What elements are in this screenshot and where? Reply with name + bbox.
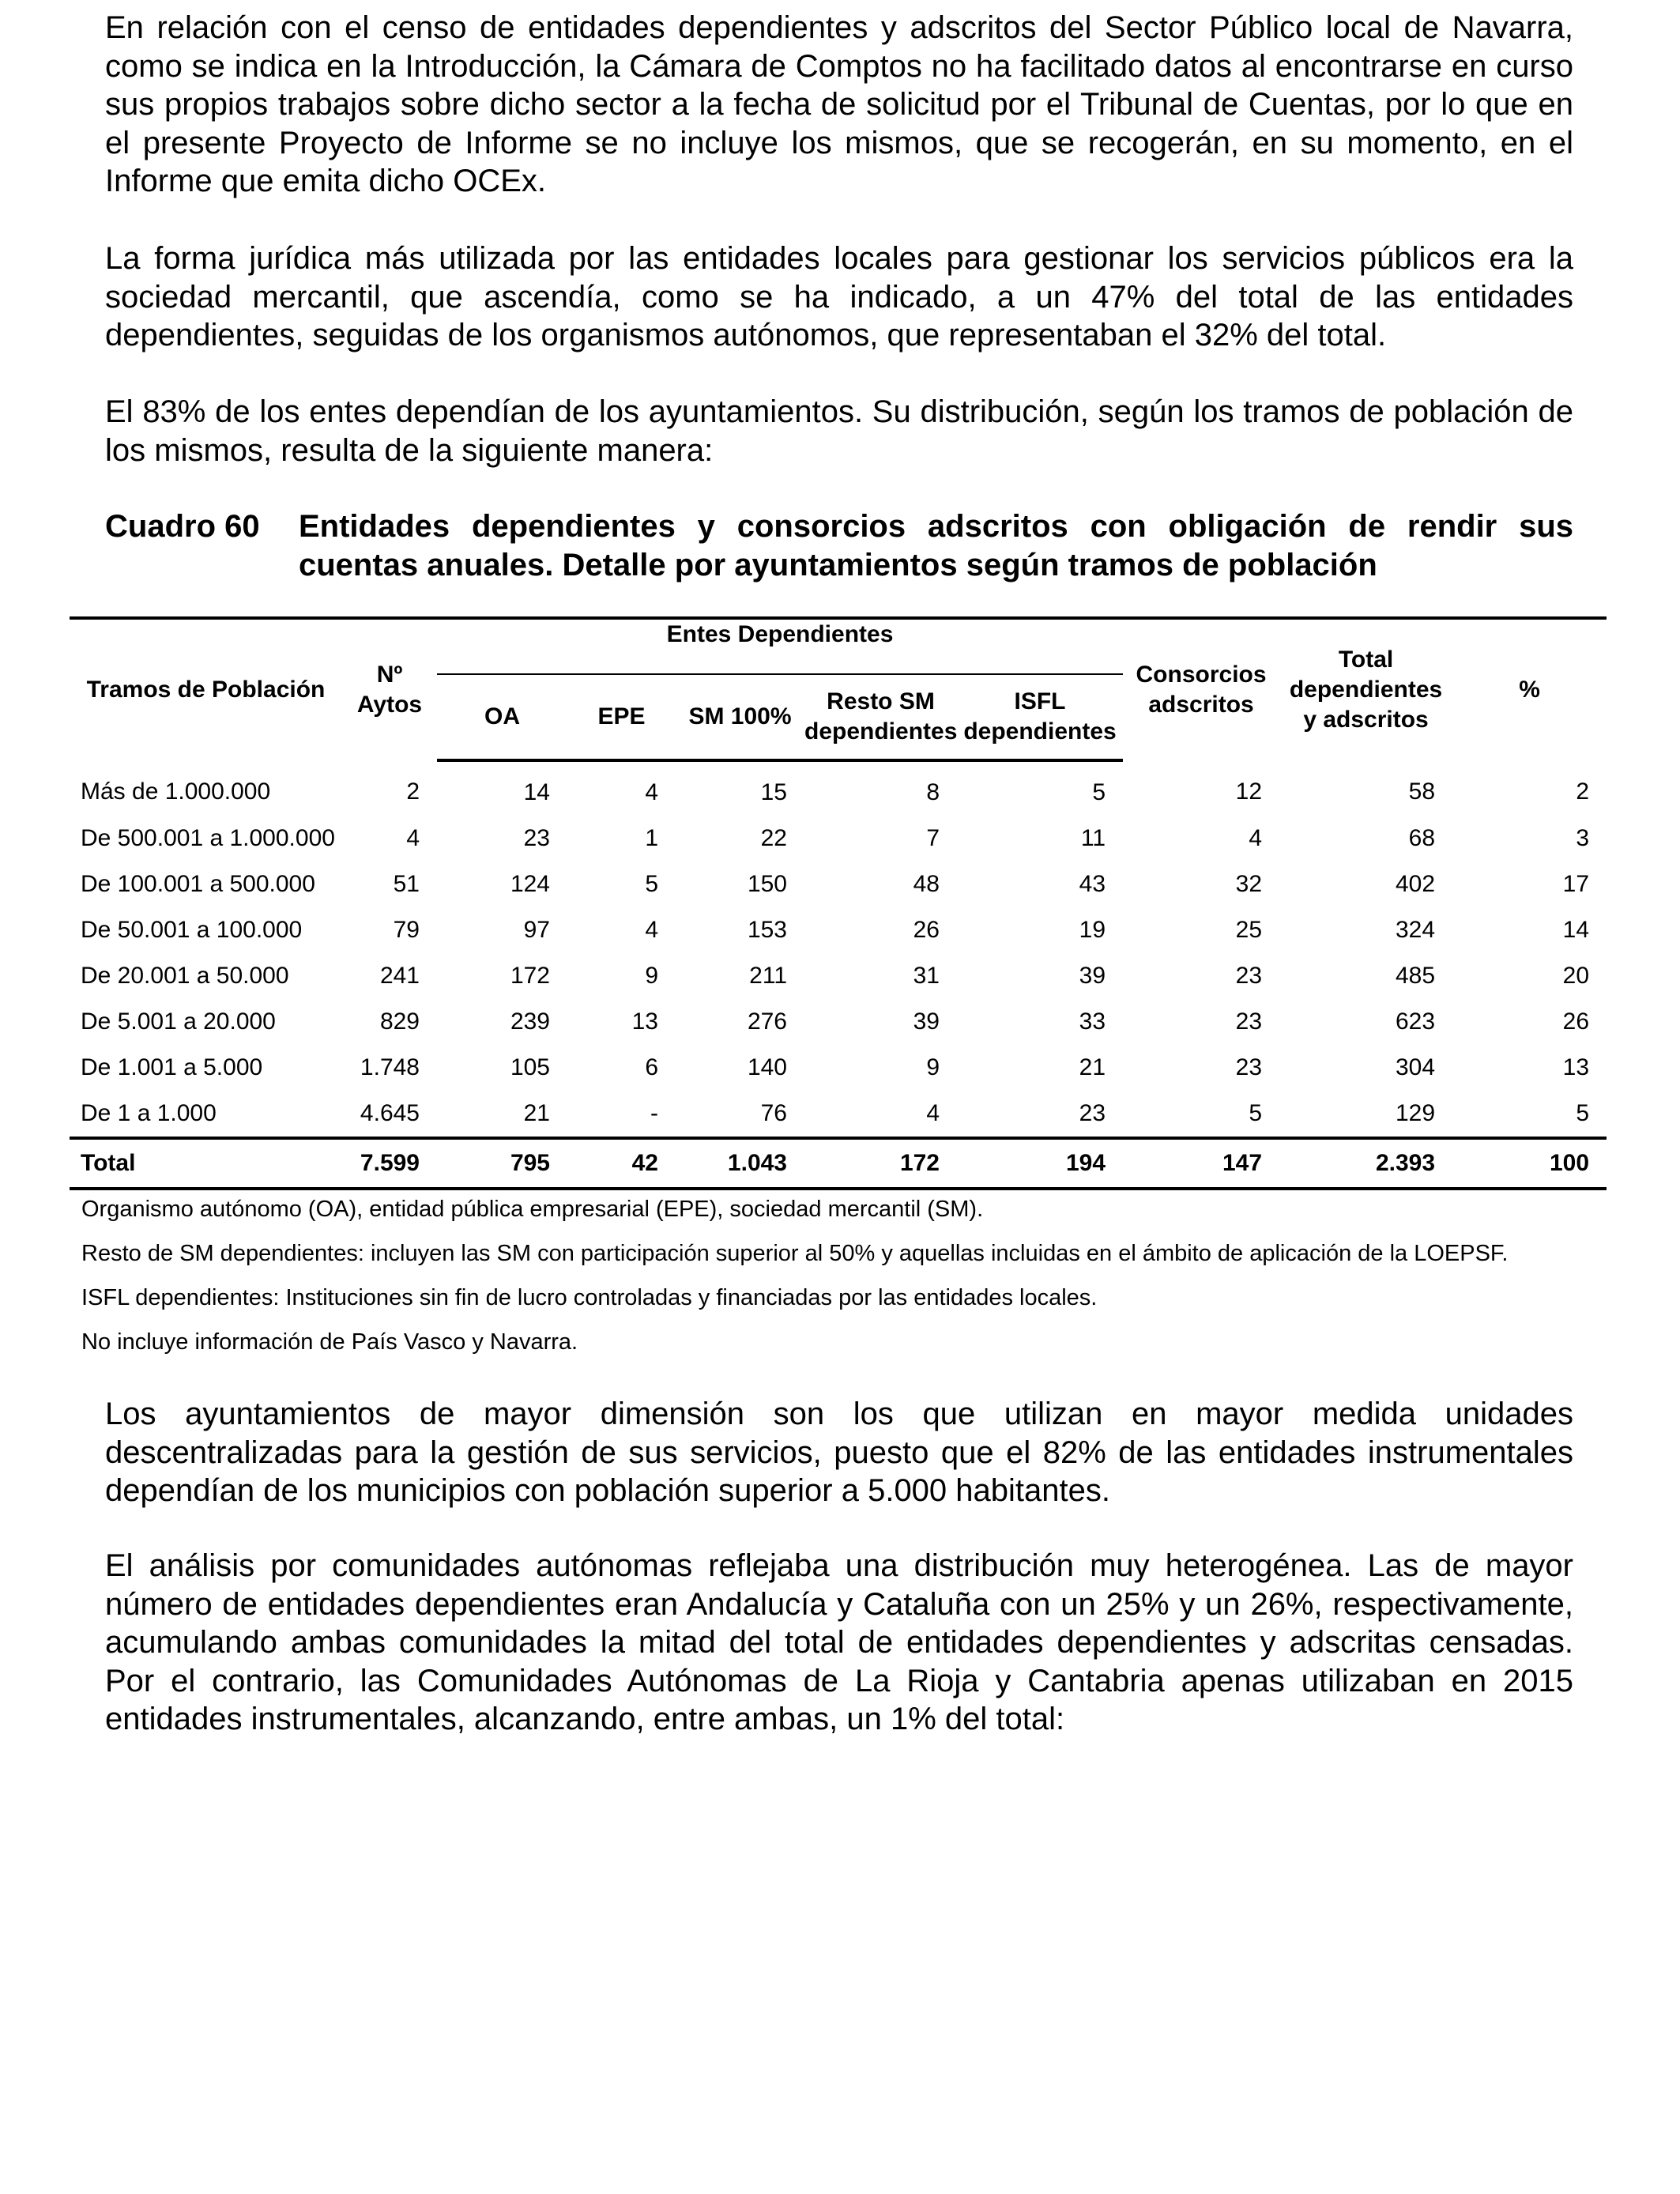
- paragraph-mayor-dimension: Los ayuntamientos de mayor dimensión son los que utilizan en mayor medida unidades descentralizadas para la gestión de sus servicios, puesto que el 82% de las entidades instrumentales dependían de los municipios con población superior a 5.000 habitantes.: [105, 1397, 1573, 1508]
- header-n-aytos: Nº Aytos: [342, 618, 437, 760]
- cell-pct: 100: [1452, 1138, 1607, 1189]
- table-row: [70, 953, 1607, 999]
- paragraph-forma-juridica: La forma jurídica más utilizada por las entidades locales para gestionar los servicios públicos era la sociedad mercantil, que ascendía, como se ha indicado, a un 47% del total de las entidades dependientes, seguidas de los organismos autónomos, que representaban el 32% del total.: [105, 241, 1573, 352]
- cell-sm100: 76: [760, 1100, 787, 1126]
- header-total: Total dependientes y adscritos: [1279, 618, 1452, 760]
- table-row: [70, 907, 1607, 953]
- cell-total: 623: [1395, 1008, 1436, 1035]
- table-row: [70, 1091, 1607, 1138]
- table-total-row: [70, 1138, 1607, 1189]
- paragraph-ayuntamientos: El 83% de los entes dependían de los ayuntamientos. Su distribución, según los tramos de población de los mismos, resulta de la siguiente manera:: [105, 394, 1573, 468]
- table-row: [70, 816, 1607, 861]
- cell-pct: 17: [1562, 871, 1590, 897]
- cell-total: 129: [1395, 1100, 1436, 1126]
- cell-pct: 2: [1576, 778, 1590, 805]
- cell-sm100: 153: [747, 917, 787, 943]
- cell-sm100: 15: [760, 779, 787, 805]
- header-entes-dependientes: Entes Dependientes: [437, 618, 1123, 674]
- cell-aytos: 4: [406, 825, 420, 851]
- cell-oa: 21: [523, 1100, 550, 1126]
- cell-resto: 172: [804, 1138, 957, 1189]
- cell-oa: 124: [510, 871, 550, 897]
- cell-sm100: 22: [760, 825, 787, 851]
- table-row: [70, 760, 1607, 816]
- cell-oa: 795: [437, 1138, 567, 1189]
- cell-aytos: 1.748: [360, 1054, 420, 1080]
- header-pct: %: [1452, 618, 1607, 760]
- cell-isfl: 23: [1079, 1100, 1106, 1126]
- table-note: No incluye información de País Vasco y Navarra.: [81, 1329, 578, 1355]
- cell-consorcios: 147: [1123, 1138, 1279, 1189]
- header-tramos: Tramos de Población: [70, 618, 342, 760]
- table-caption: [105, 507, 1573, 585]
- cell-resto: 9: [926, 1054, 940, 1080]
- cell-total: 2.393: [1279, 1138, 1452, 1189]
- cell-total: 304: [1395, 1054, 1436, 1080]
- cell-aytos: 829: [379, 1008, 420, 1035]
- cell-tramo: De 5.001 a 20.000: [81, 1008, 276, 1035]
- cell-consorcios: 32: [1235, 871, 1263, 897]
- cell-aytos: 2: [406, 778, 420, 805]
- cell-tramo: De 1.001 a 5.000: [81, 1054, 263, 1080]
- cell-sm100: 276: [747, 1008, 787, 1035]
- cell-isfl: 21: [1079, 1054, 1106, 1080]
- cell-consorcios: 23: [1235, 1008, 1263, 1035]
- cell-aytos: 241: [379, 963, 420, 989]
- cell-epe: 13: [631, 1008, 658, 1035]
- cell-total: 402: [1395, 871, 1436, 897]
- header-consorcios: Consorcios adscritos: [1123, 618, 1279, 760]
- cell-pct: 5: [1576, 1100, 1590, 1126]
- cell-tramo: De 1 a 1.000: [81, 1100, 217, 1126]
- cell-resto: 48: [913, 871, 940, 897]
- cell-pct: 20: [1562, 963, 1590, 989]
- cell-isfl: 43: [1079, 871, 1106, 897]
- cell-epe: 5: [645, 871, 658, 897]
- cell-resto: 31: [913, 963, 940, 989]
- cell-isfl: 39: [1079, 963, 1106, 989]
- table-caption-title: Entidades dependientes y consorcios adscritos con obligación de rendir sus cuentas anuales. Detalle por ayuntamientos según tramos de población: [299, 509, 1573, 582]
- cell-sm100: 1.043: [676, 1138, 804, 1189]
- cell-sm100: 150: [747, 871, 787, 897]
- cell-oa: 239: [510, 1008, 550, 1035]
- cell-oa: 105: [510, 1054, 550, 1080]
- cell-isfl: 5: [1092, 779, 1106, 805]
- header-resto-sm: Resto SM dependientes: [804, 674, 957, 760]
- cell-consorcios: 25: [1235, 917, 1263, 943]
- cell-resto: 26: [913, 917, 940, 943]
- cell-tramo: De 500.001 a 1.000.000: [81, 825, 335, 851]
- cell-oa: 97: [523, 917, 550, 943]
- cell-resto: 4: [926, 1100, 940, 1126]
- cell-total: 68: [1408, 825, 1436, 851]
- cell-resto: 39: [913, 1008, 940, 1035]
- table-row: [70, 999, 1607, 1045]
- cell-tramo: Más de 1.000.000: [81, 778, 271, 805]
- header-oa: OA: [437, 674, 567, 760]
- table-note: Resto de SM dependientes: incluyen las SM con participación superior al 50% y aquellas incluidas en el ámbito de aplicación de la LOEPSF.: [81, 1241, 1509, 1266]
- cell-tramo: De 50.001 a 100.000: [81, 917, 303, 943]
- cell-total: 485: [1395, 963, 1436, 989]
- cell-consorcios: 5: [1249, 1100, 1263, 1126]
- cell-consorcios: 4: [1249, 825, 1263, 851]
- table-row: [70, 1045, 1607, 1091]
- cell-aytos: 4.645: [360, 1100, 420, 1126]
- entidades-table: [70, 616, 1607, 1190]
- cell-oa: 23: [523, 825, 550, 851]
- cell-aytos: 7.599: [342, 1138, 437, 1189]
- table-note: ISFL dependientes: Instituciones sin fin de lucro controladas y financiadas por las entidades locales.: [81, 1285, 1098, 1310]
- cell-sm100: 140: [747, 1054, 787, 1080]
- cell-aytos: 79: [393, 917, 420, 943]
- cell-consorcios: 12: [1235, 778, 1263, 805]
- table-note: Organismo autónomo (OA), entidad pública empresarial (EPE), sociedad mercantil (SM).: [81, 1197, 984, 1222]
- cell-tramo: De 20.001 a 50.000: [81, 963, 289, 989]
- table-row: [70, 861, 1607, 907]
- cell-epe: 42: [567, 1138, 676, 1189]
- cell-consorcios: 23: [1235, 963, 1263, 989]
- cell-pct: 3: [1576, 825, 1590, 851]
- cell-tramo: Total: [70, 1138, 342, 1189]
- cell-tramo: De 100.001 a 500.000: [81, 871, 315, 897]
- cell-pct: 14: [1562, 917, 1590, 943]
- cell-sm100: 211: [749, 963, 787, 989]
- header-sm100: SM 100%: [676, 674, 804, 760]
- cell-epe: 9: [645, 963, 658, 989]
- paragraph-comunidades: El análisis por comunidades autónomas reflejaba una distribución muy heterogénea. Las de mayor número de entidades dependientes eran Andalucía y Cataluña con un 25% y un 26%, respectivamente, acumulando ambas comunidades la mitad del total de entidades dependientes y adscritas censadas. Por el contrario, las Comunidades Autónomas de La Rioja y Cantabria apenas utilizaban en 2015 entidades instrumentales, alcanzando, entre ambas, un 1% del total:: [105, 1548, 1573, 1736]
- table-caption-number: Cuadro 60: [105, 509, 260, 544]
- cell-pct: 13: [1562, 1054, 1590, 1080]
- cell-epe: 6: [645, 1054, 658, 1080]
- cell-oa: 172: [510, 963, 550, 989]
- cell-epe: 1: [645, 825, 658, 851]
- cell-total: 324: [1395, 917, 1436, 943]
- cell-pct: 26: [1562, 1008, 1590, 1035]
- header-isfl: ISFL dependientes: [957, 674, 1123, 760]
- header-epe: EPE: [567, 674, 676, 760]
- cell-resto: 8: [926, 779, 940, 805]
- cell-resto: 7: [926, 825, 940, 851]
- cell-total: 58: [1408, 778, 1436, 805]
- cell-oa: 14: [523, 779, 550, 805]
- cell-aytos: 51: [393, 871, 420, 897]
- cell-isfl: 194: [957, 1138, 1123, 1189]
- cell-isfl: 19: [1079, 917, 1106, 943]
- cell-epe: 4: [645, 917, 658, 943]
- cell-isfl: 11: [1080, 825, 1106, 851]
- table-notes: [81, 1187, 1583, 1364]
- cell-epe: -: [650, 1100, 658, 1126]
- table-container: [70, 616, 1607, 1190]
- paragraph-navarra: En relación con el censo de entidades dependientes y adscritos del Sector Público local de Navarra, como se indica en la Introducción, la Cámara de Comptos no ha facilitado datos al encontrarse en curso sus propios trabajos sobre dicho sector a la fecha de solicitud por el Tribunal de Cuentas, por lo que en el presente Proyecto de Informe se no incluye los mismos, que se recogerán, en su momento, en el Informe que emita dicho OCEx.: [105, 10, 1573, 198]
- cell-consorcios: 23: [1235, 1054, 1263, 1080]
- cell-epe: 4: [645, 779, 658, 805]
- cell-isfl: 33: [1079, 1008, 1106, 1035]
